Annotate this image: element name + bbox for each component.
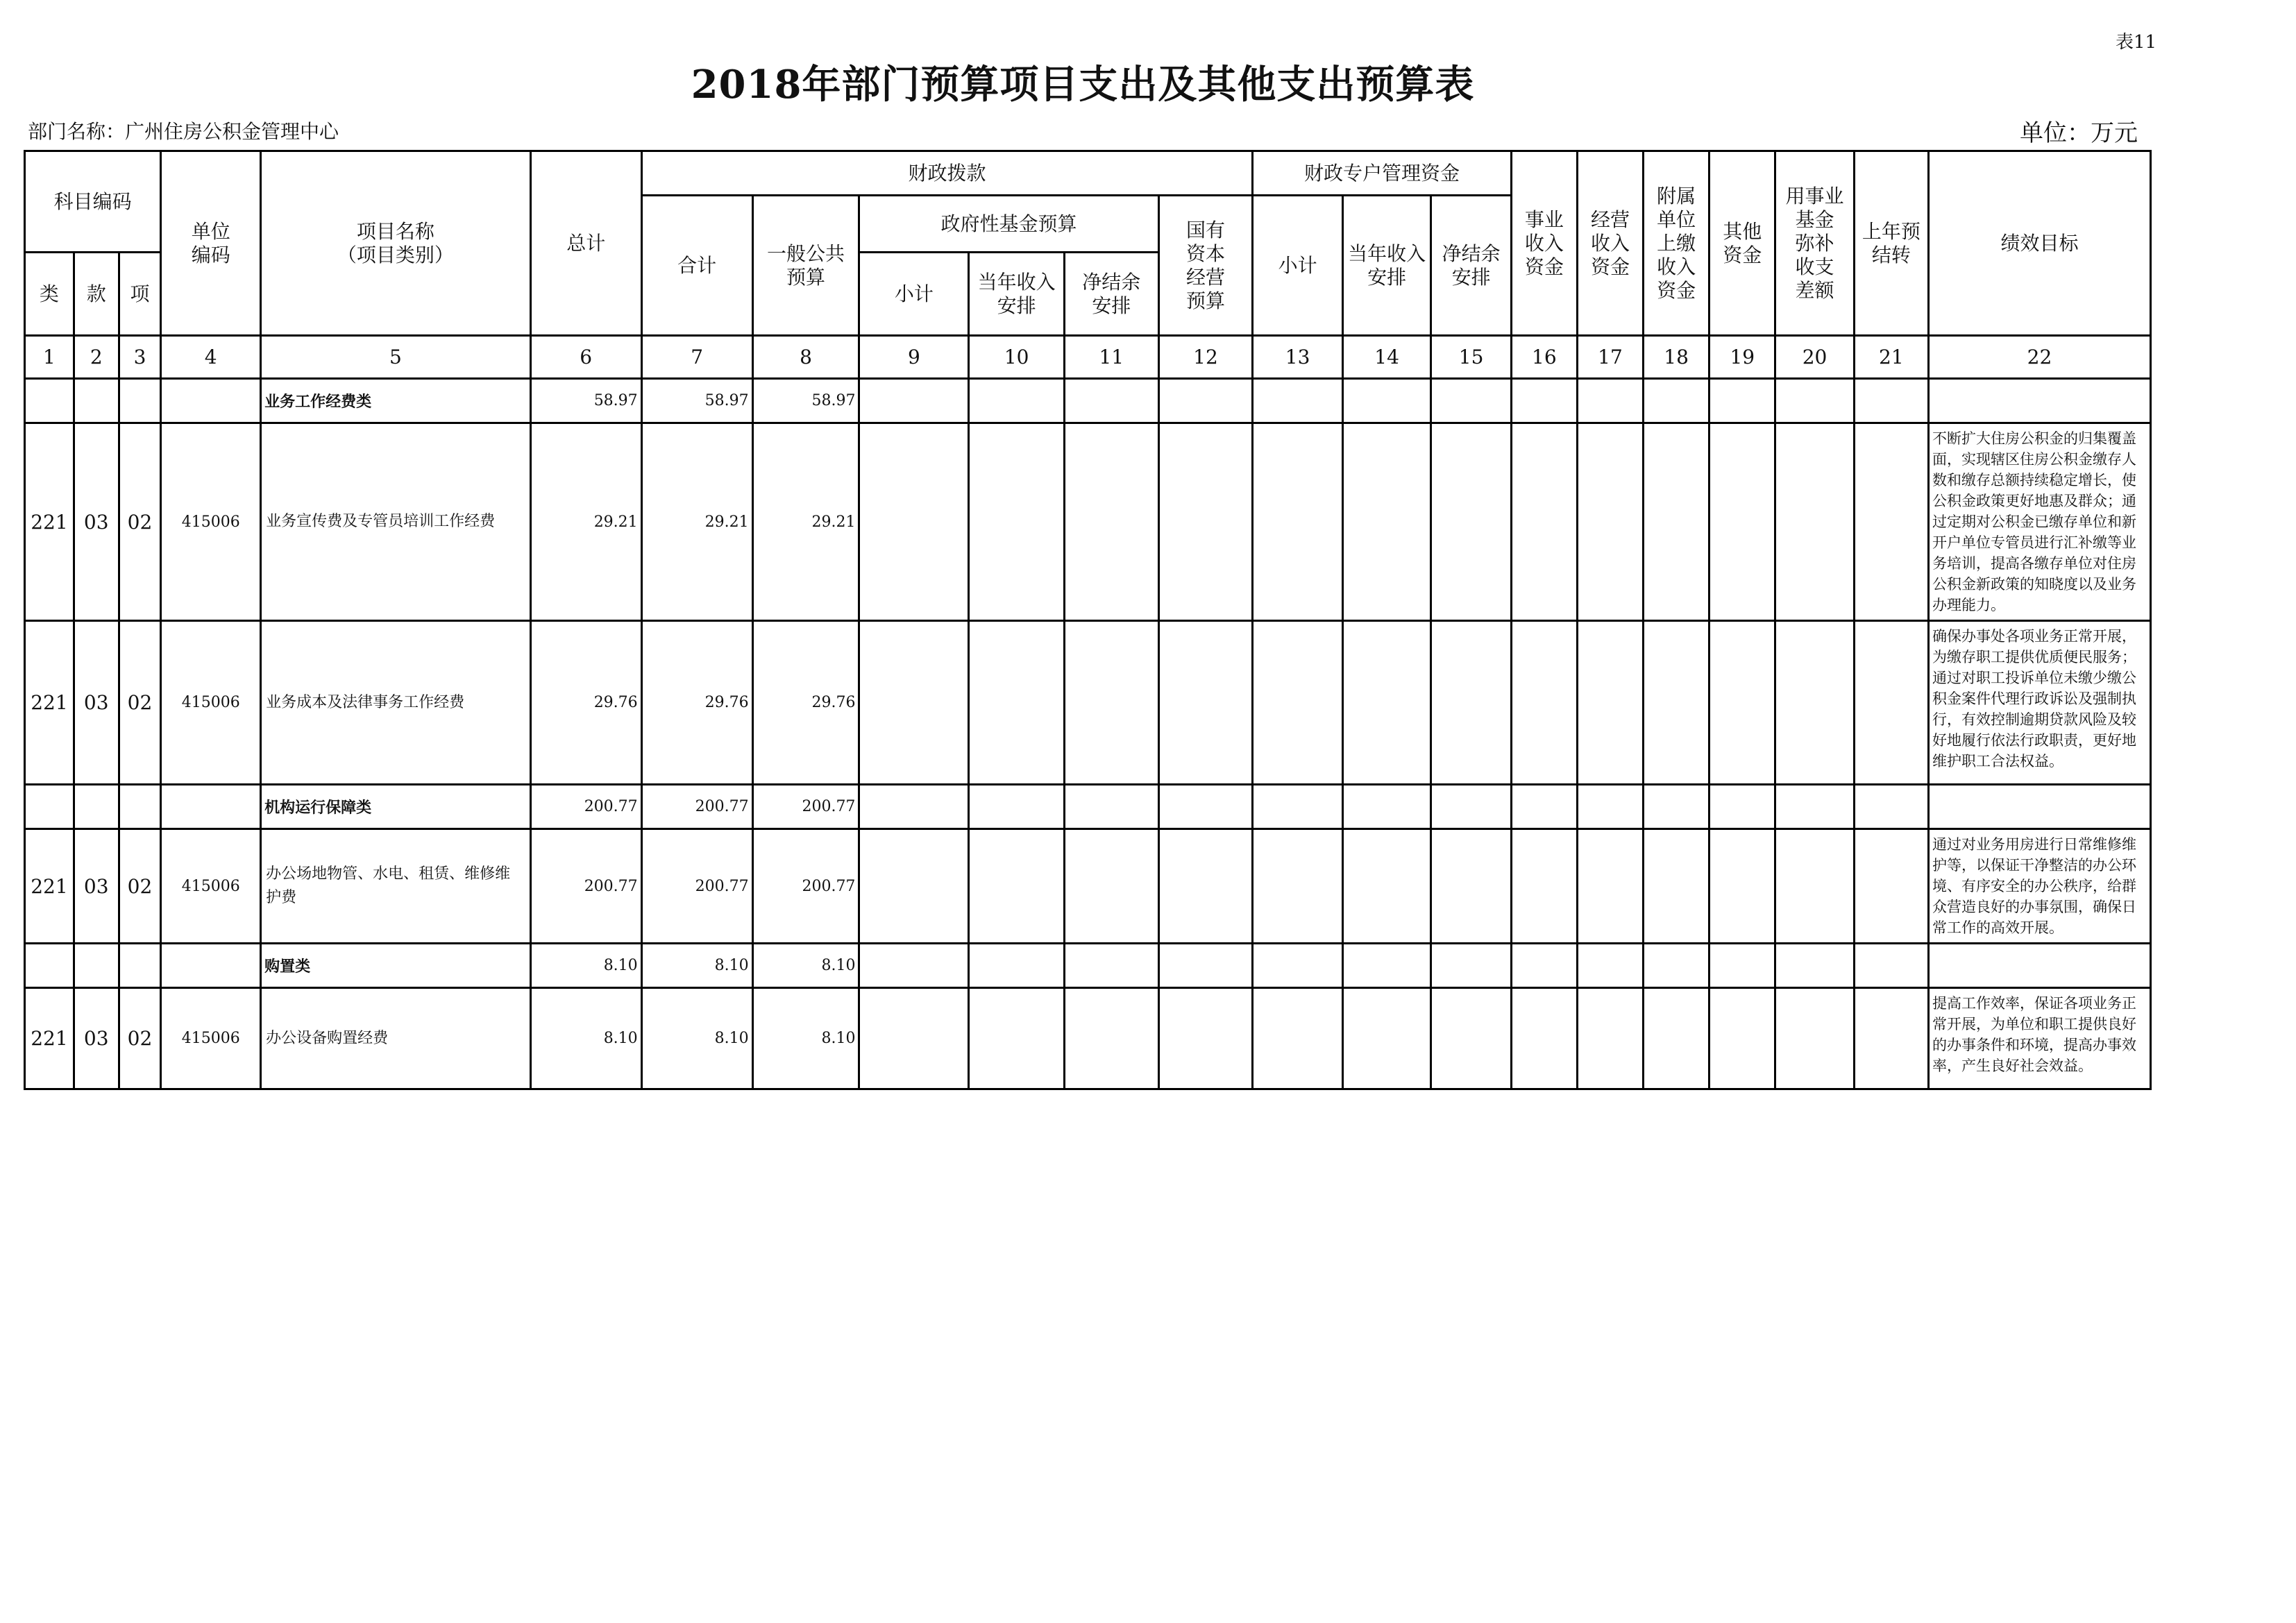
header-total: 总计: [530, 151, 641, 336]
index-cell: 21: [1854, 336, 1928, 379]
kuan-cell: 03: [74, 423, 119, 621]
kuan-cell: 03: [74, 988, 119, 1089]
header-affiliated-income: 附属 单位 上缴 收入 资金: [1644, 151, 1710, 336]
performance-goal-text: 提高工作效率，保证各项业务正常开展，为单位和职工提供良好的办事条件和环境，提高办事效率，产生良好社会效益。: [1928, 988, 2150, 1089]
lei-cell: 221: [25, 988, 74, 1089]
general-public-value: 58.97: [752, 379, 859, 423]
header-special-current: 当年收入 安排: [1342, 196, 1431, 336]
fiscal-sum-value: 200.77: [641, 829, 752, 944]
index-cell: 15: [1431, 336, 1511, 379]
budget-table: [24, 150, 2152, 1090]
index-cell: 10: [969, 336, 1065, 379]
performance-goal-text: 通过对业务用房进行日常维修维护等，以保证干净整洁的办公环境、有序安全的办公秩序，给群众营造良好的办事氛围，确保日常工作的高效开展。: [1928, 829, 2150, 944]
unit-code-cell: 415006: [161, 423, 261, 621]
header-gov-fund: 政府性基金预算: [859, 196, 1158, 253]
lei-cell: 221: [25, 621, 74, 785]
department-name: 部门名称：广州住房公积金管理中心: [28, 120, 339, 143]
header-special-net: 净结余 安排: [1431, 196, 1511, 336]
table-row-category: [25, 785, 2151, 829]
index-cell: 2: [74, 336, 119, 379]
general-public-value: 200.77: [752, 829, 859, 944]
header-project-name: 项目名称 （项目类别）: [261, 151, 531, 336]
header-general-public: 一般公共 预算: [752, 196, 859, 336]
table-row-item: [25, 621, 2151, 785]
general-public-value: 200.77: [752, 785, 859, 829]
header-state-capital: 国有 资本 经营 预算: [1158, 196, 1253, 336]
total-value: 8.10: [530, 988, 641, 1089]
performance-goal-text: 确保办事处各项业务正常开展，为缴存职工提供优质便民服务；通过对职工投诉单位未缴少缴公积金案件代理行政诉讼及强制执行，有效控制逾期贷款风险及较好地履行依法行政职责，更好地维护职工合法权益。: [1928, 621, 2150, 785]
index-cell: 12: [1158, 336, 1253, 379]
total-value: 29.21: [530, 423, 641, 621]
index-cell: 18: [1644, 336, 1710, 379]
category-name: 购置类: [261, 944, 531, 988]
header-other-funds: 其他 资金: [1710, 151, 1775, 336]
project-name: 业务成本及法律事务工作经费: [261, 621, 531, 785]
index-cell: 22: [1928, 336, 2150, 379]
kuan-cell: 03: [74, 621, 119, 785]
lei-cell: 221: [25, 829, 74, 944]
category-name: 机构运行保障类: [261, 785, 531, 829]
header-fiscal-allocation: 财政拨款: [641, 151, 1253, 196]
index-cell: 8: [752, 336, 859, 379]
header-special-account: 财政专户管理资金: [1253, 151, 1511, 196]
index-cell: 17: [1577, 336, 1643, 379]
project-name: 业务宣传费及专管员培训工作经费: [261, 423, 531, 621]
unit-code-cell: 415006: [161, 829, 261, 944]
total-value: 29.76: [530, 621, 641, 785]
header-last-year-carryover: 上年预 结转: [1854, 151, 1928, 336]
unit-code-cell: 415006: [161, 988, 261, 1089]
general-public-value: 29.21: [752, 423, 859, 621]
index-row: [25, 336, 2151, 379]
fiscal-sum-value: 200.77: [641, 785, 752, 829]
header-gov-subtotal: 小计: [859, 253, 969, 336]
unit-label: 单位：万元: [2020, 119, 2138, 147]
total-value: 58.97: [530, 379, 641, 423]
fiscal-sum-value: 29.76: [641, 621, 752, 785]
header-lei: 类: [25, 253, 74, 336]
header-subject-code: 科目编码: [25, 151, 161, 253]
header-operating-income: 经营 收入 资金: [1577, 151, 1643, 336]
xiang-cell: 02: [119, 423, 161, 621]
performance-goal-text: 不断扩大住房公积金的归集覆盖面，实现辖区住房公积金缴存人数和缴存总额持续稳定增长，使公积金政策更好地惠及群众；通过定期对公积金已缴存单位和新开户单位专管员进行汇补缴等业务培训，提高各缴存单位对住房公积金新政策的知晓度以及业务办理能力。: [1928, 423, 2150, 621]
fiscal-sum-value: 58.97: [641, 379, 752, 423]
header-unit-code: 单位 编码: [161, 151, 261, 336]
document-title: 2018年部门预算项目支出及其他支出预算表: [691, 62, 1475, 108]
index-cell: 9: [859, 336, 969, 379]
total-value: 8.10: [530, 944, 641, 988]
project-name: 办公设备购置经费: [261, 988, 531, 1089]
category-name: 业务工作经费类: [261, 379, 531, 423]
xiang-cell: 02: [119, 621, 161, 785]
index-cell: 3: [119, 336, 161, 379]
index-cell: 20: [1775, 336, 1854, 379]
unit-code-cell: 415006: [161, 621, 261, 785]
table-row-item: [25, 423, 2151, 621]
header-career-income: 事业 收入 资金: [1511, 151, 1577, 336]
xiang-cell: 02: [119, 988, 161, 1089]
fiscal-sum-value: 29.21: [641, 423, 752, 621]
table-row-item: [25, 829, 2151, 944]
fiscal-sum-value: 8.10: [641, 944, 752, 988]
table-row-item: [25, 988, 2151, 1089]
general-public-value: 8.10: [752, 988, 859, 1089]
table-number: 表11: [2116, 32, 2157, 53]
header-gov-net: 净结余 安排: [1064, 253, 1158, 336]
table-row-category: [25, 379, 2151, 423]
header-xiang: 项: [119, 253, 161, 336]
index-cell: 4: [161, 336, 261, 379]
index-cell: 6: [530, 336, 641, 379]
project-name: 办公场地物管、水电、租赁、维修维护费: [261, 829, 531, 944]
fiscal-sum-value: 8.10: [641, 988, 752, 1089]
general-public-value: 29.76: [752, 621, 859, 785]
header-gov-current: 当年收入 安排: [969, 253, 1065, 336]
index-cell: 1: [25, 336, 74, 379]
index-cell: 16: [1511, 336, 1577, 379]
kuan-cell: 03: [74, 829, 119, 944]
index-cell: 5: [261, 336, 531, 379]
total-value: 200.77: [530, 785, 641, 829]
xiang-cell: 02: [119, 829, 161, 944]
index-cell: 14: [1342, 336, 1431, 379]
index-cell: 7: [641, 336, 752, 379]
header-performance-goal: 绩效目标: [1928, 151, 2150, 336]
header-special-subtotal: 小计: [1253, 196, 1343, 336]
header-fiscal-sum: 合计: [641, 196, 752, 336]
index-cell: 11: [1064, 336, 1158, 379]
total-value: 200.77: [530, 829, 641, 944]
table-row-category: [25, 944, 2151, 988]
header-career-fund: 用事业 基金 弥补 收支 差额: [1775, 151, 1854, 336]
header-kuan: 款: [74, 253, 119, 336]
lei-cell: 221: [25, 423, 74, 621]
index-cell: 19: [1710, 336, 1775, 379]
general-public-value: 8.10: [752, 944, 859, 988]
index-cell: 13: [1253, 336, 1343, 379]
